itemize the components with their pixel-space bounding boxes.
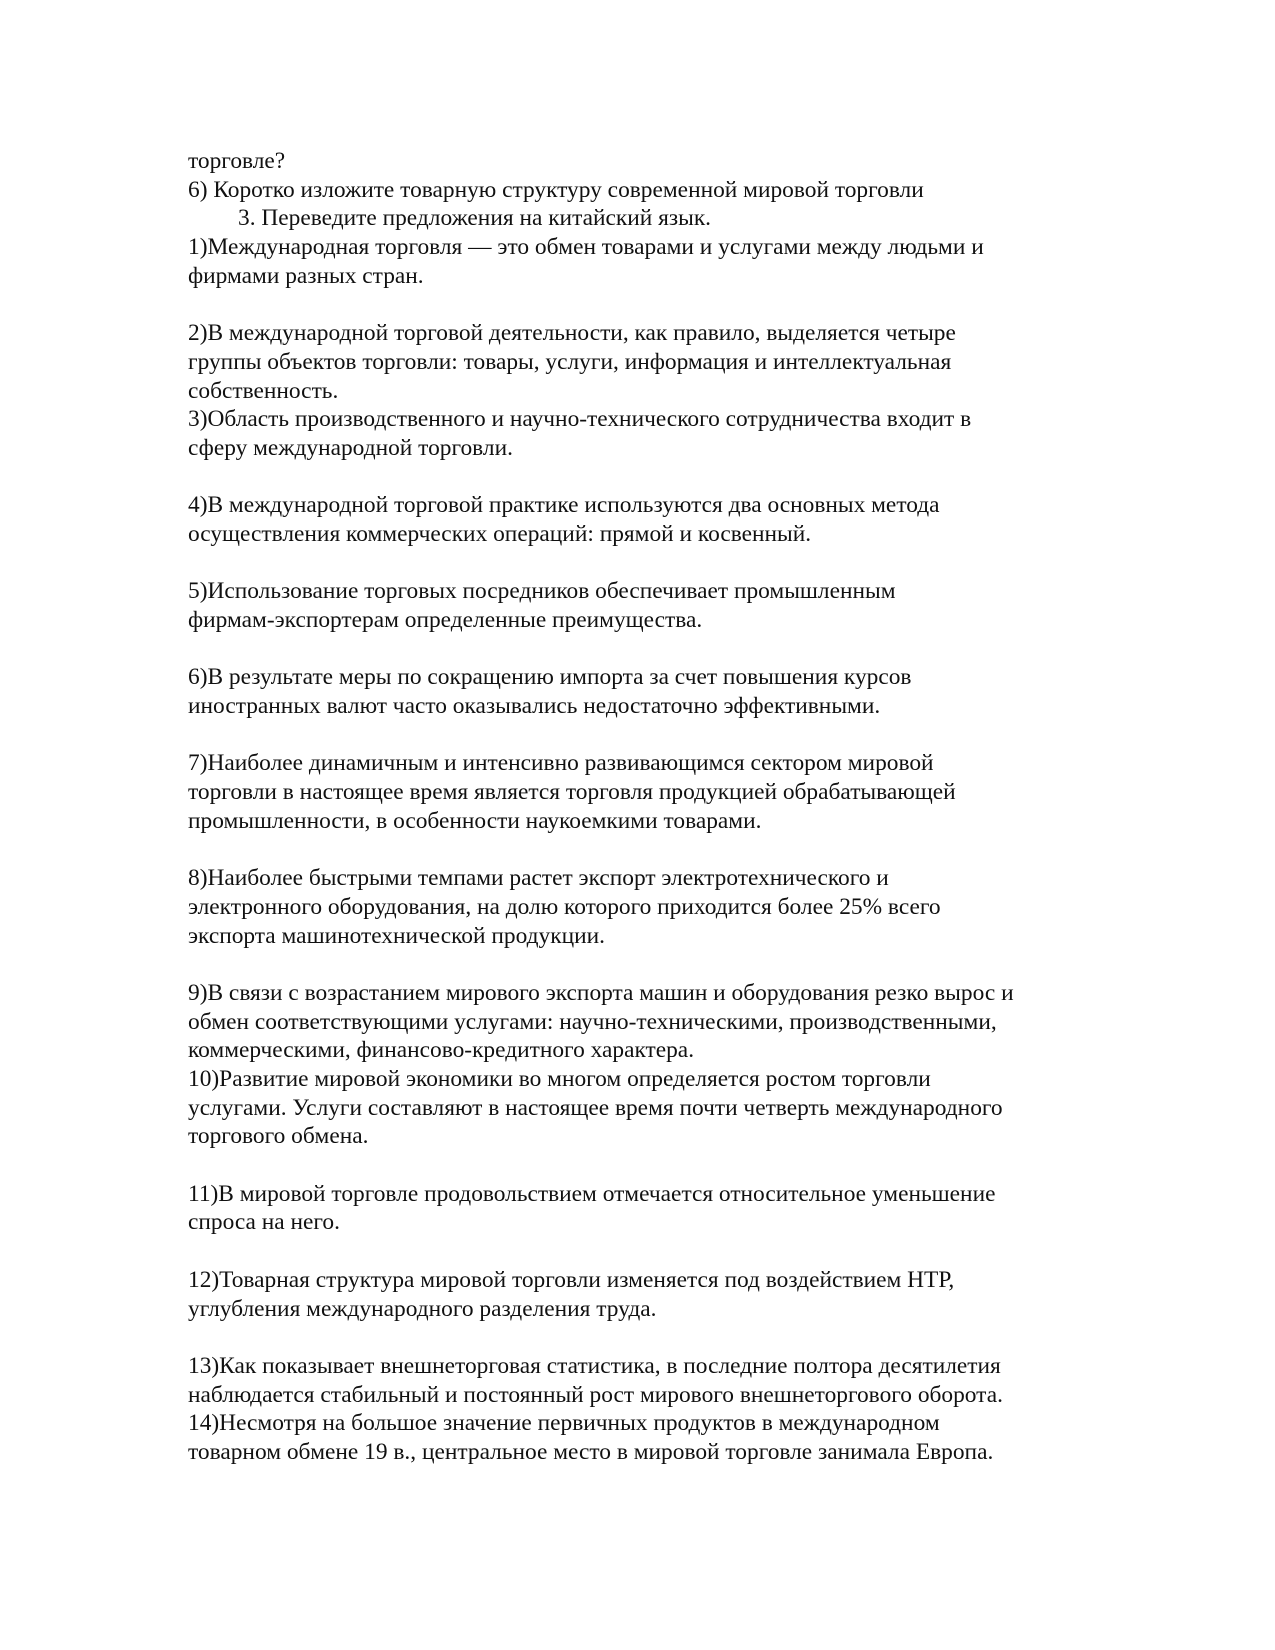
sentence-line: 2)В международной торговой деятельности, как правило, выделяется четыре	[188, 320, 956, 347]
sentence-12	[188, 1266, 1108, 1323]
sentence-13	[188, 1352, 1108, 1409]
sentence-line: 8)Наиболее быстрыми темпами растет экспорт электротехнического и	[188, 865, 889, 892]
paragraph-gap	[188, 635, 1108, 664]
sentence-line: наблюдается стабильный и постоянный рост мирового внешнеторгового оборота.	[188, 1381, 1003, 1408]
paragraph-gap	[188, 549, 1108, 578]
sentence-line: 11)В мировой торговле продовольствием отмечается относительное уменьшение	[188, 1180, 996, 1207]
sentence-line: иностранных валют часто оказывались недостаточно эффективными.	[188, 693, 881, 720]
sentence-line: сферу международной торговли.	[188, 434, 513, 461]
sentence-line: группы объектов торговли: товары, услуги, информация и интеллектуальная	[188, 348, 952, 375]
sentence-line: обмен соответствующими услугами: научно-техническими, производственными,	[188, 1008, 997, 1035]
sentence-line: торгового обмена.	[188, 1123, 369, 1150]
question-6: 6) Коротко изложите товарную структуру современной мировой торговли	[188, 176, 924, 203]
sentence-line: собственность.	[188, 377, 339, 404]
sentence-line: 3)Область производственного и научно-технического сотрудничества входит в	[188, 406, 972, 433]
paragraph-gap	[188, 836, 1108, 865]
sentence-1	[188, 233, 1108, 290]
sentence-line: фирмами разных стран.	[188, 262, 424, 289]
sentence-line: 5)Использование торговых посредников обеспечивает промышленным	[188, 578, 896, 605]
sentence-line: 13)Как показывает внешнеторговая статистика, в последние полтора десятилетия	[188, 1352, 1001, 1379]
sentence-line: 4)В международной торговой практике используются два основных метода	[188, 492, 940, 519]
sentence-line: 7)Наиболее динамичным и интенсивно развивающимся сектором мировой	[188, 750, 934, 777]
sentence-line: электронного оборудования, на долю которого приходится более 25% всего	[188, 893, 941, 920]
sentence-line: осуществления коммерческих операций: прямой и косвенный.	[188, 520, 812, 547]
sentence-9	[188, 979, 1108, 1065]
task-3-heading: 3. Переведите предложения на китайский язык.	[238, 205, 712, 232]
sentence-3	[188, 405, 1108, 462]
sentence-8	[188, 864, 1108, 950]
sentence-line: товарном обмене 19 в., центральное место в мировой торговле занимала Европа.	[188, 1438, 994, 1465]
sentence-7	[188, 749, 1108, 835]
sentence-11	[188, 1180, 1108, 1237]
sentence-line: 12)Товарная структура мировой торговли изменяется под воздействием НТР,	[188, 1266, 955, 1293]
sentence-line: углубления международного разделения труда.	[188, 1295, 657, 1322]
document-body	[188, 147, 1108, 1467]
paragraph-gap	[188, 463, 1108, 492]
sentence-14	[188, 1409, 1108, 1466]
paragraph-gap	[188, 290, 1108, 319]
paragraph-gap	[188, 1151, 1108, 1180]
sentence-4	[188, 491, 1108, 548]
sentence-line: 14)Несмотря на большое значение первичных продуктов в международном	[188, 1410, 940, 1437]
sentence-line: коммерческими, финансово-кредитного характера.	[188, 1037, 695, 1064]
paragraph-gap	[188, 1237, 1108, 1266]
question-5-tail: торговле?	[188, 148, 286, 174]
sentence-line: торговли в настоящее время является торговля продукцией обрабатывающей	[188, 779, 956, 806]
paragraph-gap	[188, 721, 1108, 750]
sentence-line: услугами. Услуги составляют в настоящее время почти четверть международного	[188, 1094, 1003, 1121]
sentence-line: 9)В связи с возрастанием мирового экспорта машин и оборудования резко вырос и	[188, 979, 1014, 1006]
paragraph-gap	[188, 1323, 1108, 1352]
sentence-2	[188, 319, 1108, 405]
sentence-line: 6)В результате меры по сокращению импорта за счет повышения курсов	[188, 664, 912, 691]
sentence-line: 1)Международная торговля — это обмен товарами и услугами между людьми и	[188, 234, 984, 261]
sentence-line: промышленности, в особенности наукоемкими товарами.	[188, 807, 762, 834]
sentence-line: спроса на него.	[188, 1209, 340, 1236]
sentence-line: 10)Развитие мировой экономики во многом определяется ростом торговли	[188, 1066, 931, 1092]
sentence-6	[188, 663, 1108, 720]
sentence-line: фирмам-экспортерам определенные преимущества.	[188, 607, 703, 633]
sentence-5	[188, 577, 1108, 634]
paragraph-gap	[188, 950, 1108, 979]
sentence-line: экспорта машинотехнической продукции.	[188, 922, 605, 949]
sentence-10	[188, 1065, 1108, 1151]
